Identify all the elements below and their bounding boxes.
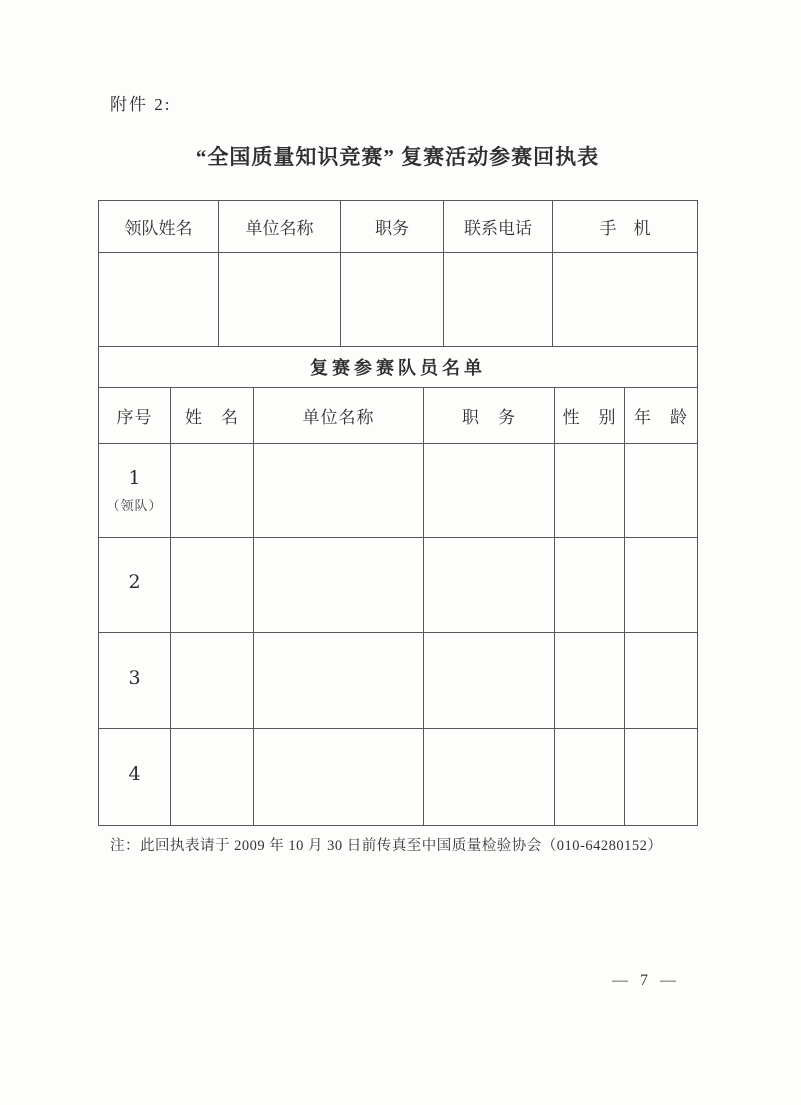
- members-header-gender: 性 别: [555, 388, 625, 444]
- member-cell-position: [424, 444, 555, 538]
- member-cell-name: [171, 633, 254, 729]
- leader-header-organization: 单位名称: [219, 201, 341, 253]
- row-index-cell: [99, 633, 171, 729]
- row-index: 4: [128, 763, 141, 786]
- member-cell-gender: [555, 729, 625, 826]
- members-header-organization: 单位名称: [254, 388, 424, 444]
- leader-input-organization: [219, 253, 341, 347]
- member-cell-gender: [555, 444, 625, 538]
- leader-input-name: [99, 253, 219, 347]
- member-cell-name: [171, 729, 254, 826]
- row-index: 1: [128, 467, 141, 490]
- member-cell-position: [424, 729, 555, 826]
- member-cell-position: [424, 633, 555, 729]
- member-cell-organization: [254, 444, 424, 538]
- row-index-cell: [99, 729, 171, 826]
- member-cell-age: [625, 633, 698, 729]
- leader-header-mobile: 手 机: [553, 201, 698, 253]
- members-header-serial: 序号: [99, 388, 171, 444]
- document-title: “全国质量知识竞赛” 复赛活动参赛回执表: [195, 145, 600, 169]
- leader-header-phone: 联系电话: [444, 201, 553, 253]
- leader-header-row: [99, 201, 698, 253]
- member-cell-organization: [254, 633, 424, 729]
- member-cell-age: [625, 538, 698, 633]
- member-cell-gender: [555, 538, 625, 633]
- footer-note: 注：此回执表请于 2009 年 10 月 30 日前传真至中国质量检验协会（010-64280152）: [110, 838, 663, 854]
- attachment-label: 附件 2:: [110, 95, 172, 114]
- members-header-position: 职 务: [424, 388, 555, 444]
- member-row-2: [99, 538, 698, 633]
- member-cell-organization: [254, 729, 424, 826]
- leader-info-table: [98, 200, 698, 347]
- member-cell-age: [625, 444, 698, 538]
- member-cell-name: [171, 538, 254, 633]
- row-index: 3: [128, 666, 141, 689]
- member-cell-name: [171, 444, 254, 538]
- row-index-cell: [99, 538, 171, 633]
- leader-header-name: 领队姓名: [99, 201, 219, 253]
- row-index: 2: [128, 571, 141, 594]
- member-cell-gender: [555, 633, 625, 729]
- member-row-4: [99, 729, 698, 826]
- leader-header-position: 职务: [341, 201, 444, 253]
- row-index-note: （领队）: [106, 497, 163, 513]
- leader-input-mobile: [553, 253, 698, 347]
- members-header-row: [99, 388, 698, 444]
- member-row-3: [99, 633, 698, 729]
- leader-input-position: [341, 253, 444, 347]
- member-row-1: [99, 444, 698, 538]
- members-header-age: 年 龄: [625, 388, 698, 444]
- members-section-title: 复赛参赛队员名单: [99, 347, 698, 388]
- return-form: [98, 200, 697, 826]
- member-cell-age: [625, 729, 698, 826]
- member-cell-organization: [254, 538, 424, 633]
- row-index-cell: [99, 444, 171, 538]
- member-cell-position: [424, 538, 555, 633]
- leader-input-row: [99, 253, 698, 347]
- members-header-name: 姓 名: [171, 388, 254, 444]
- leader-input-phone: [444, 253, 553, 347]
- page-number: — 7 —: [612, 972, 680, 989]
- members-section-title-row: [99, 347, 698, 388]
- members-table: [98, 346, 698, 826]
